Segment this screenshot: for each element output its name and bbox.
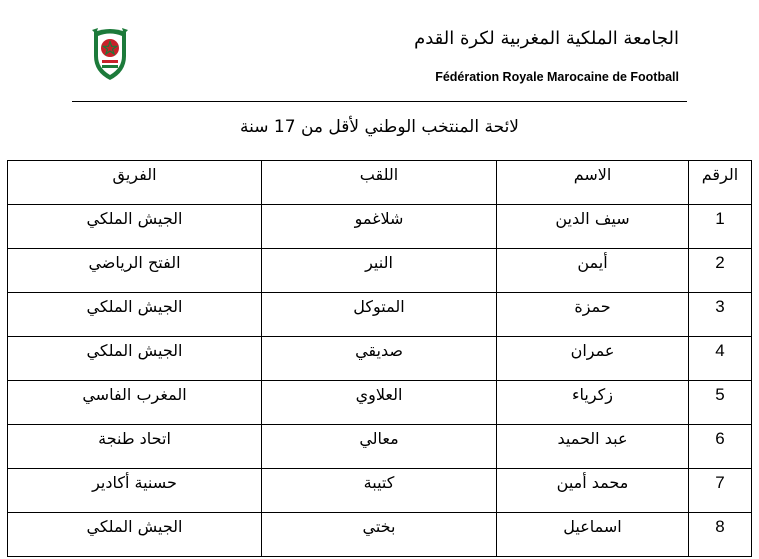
table-row (8, 249, 752, 293)
table-row (8, 425, 752, 469)
header-divider (72, 101, 687, 102)
player-first-name: محمد أمين (497, 469, 689, 513)
player-number: 3 (689, 293, 752, 337)
player-first-name: عبد الحميد (497, 425, 689, 469)
player-number: 2 (689, 249, 752, 293)
table-row (8, 205, 752, 249)
column-header-last-name: اللقب (262, 161, 497, 205)
frmf-crest-icon (88, 26, 132, 82)
player-last-name: كتيبة (262, 469, 497, 513)
player-number: 4 (689, 337, 752, 381)
player-first-name: اسماعيل (497, 513, 689, 557)
document-title: لائحة المنتخب الوطني لأقل من 17 سنة (240, 117, 519, 137)
player-number: 6 (689, 425, 752, 469)
player-last-name: المتوكل (262, 293, 497, 337)
player-first-name: أيمن (497, 249, 689, 293)
player-first-name: عمران (497, 337, 689, 381)
player-last-name: النير (262, 249, 497, 293)
player-team: المغرب الفاسي (8, 381, 262, 425)
player-last-name: بختي (262, 513, 497, 557)
table-header-row (8, 161, 752, 205)
player-last-name: شلاغمو (262, 205, 497, 249)
player-last-name: العلاوي (262, 381, 497, 425)
player-number: 5 (689, 381, 752, 425)
player-team: اتحاد طنجة (8, 425, 262, 469)
org-name-french: Fédération Royale Marocaine de Football (435, 70, 679, 84)
player-team: الجيش الملكي (8, 205, 262, 249)
column-header-team: الفريق (8, 161, 262, 205)
player-team: الجيش الملكي (8, 337, 262, 381)
player-last-name: صديقي (262, 337, 497, 381)
player-team: الجيش الملكي (8, 293, 262, 337)
player-number: 7 (689, 469, 752, 513)
table-row (8, 381, 752, 425)
player-first-name: حمزة (497, 293, 689, 337)
player-first-name: سيف الدين (497, 205, 689, 249)
table-row (8, 469, 752, 513)
player-team: حسنية أكادير (8, 469, 262, 513)
table-row (8, 293, 752, 337)
players-table (7, 160, 752, 557)
table-row (8, 337, 752, 381)
player-last-name: معالي (262, 425, 497, 469)
player-team: الفتح الرياضي (8, 249, 262, 293)
org-name-arabic: الجامعة الملكية المغربية لكرة القدم (414, 28, 679, 49)
player-number: 8 (689, 513, 752, 557)
table-row (8, 513, 752, 557)
column-header-first-name: الاسم (497, 161, 689, 205)
player-number: 1 (689, 205, 752, 249)
player-first-name: زكرياء (497, 381, 689, 425)
player-team: الجيش الملكي (8, 513, 262, 557)
column-header-number: الرقم (689, 161, 752, 205)
